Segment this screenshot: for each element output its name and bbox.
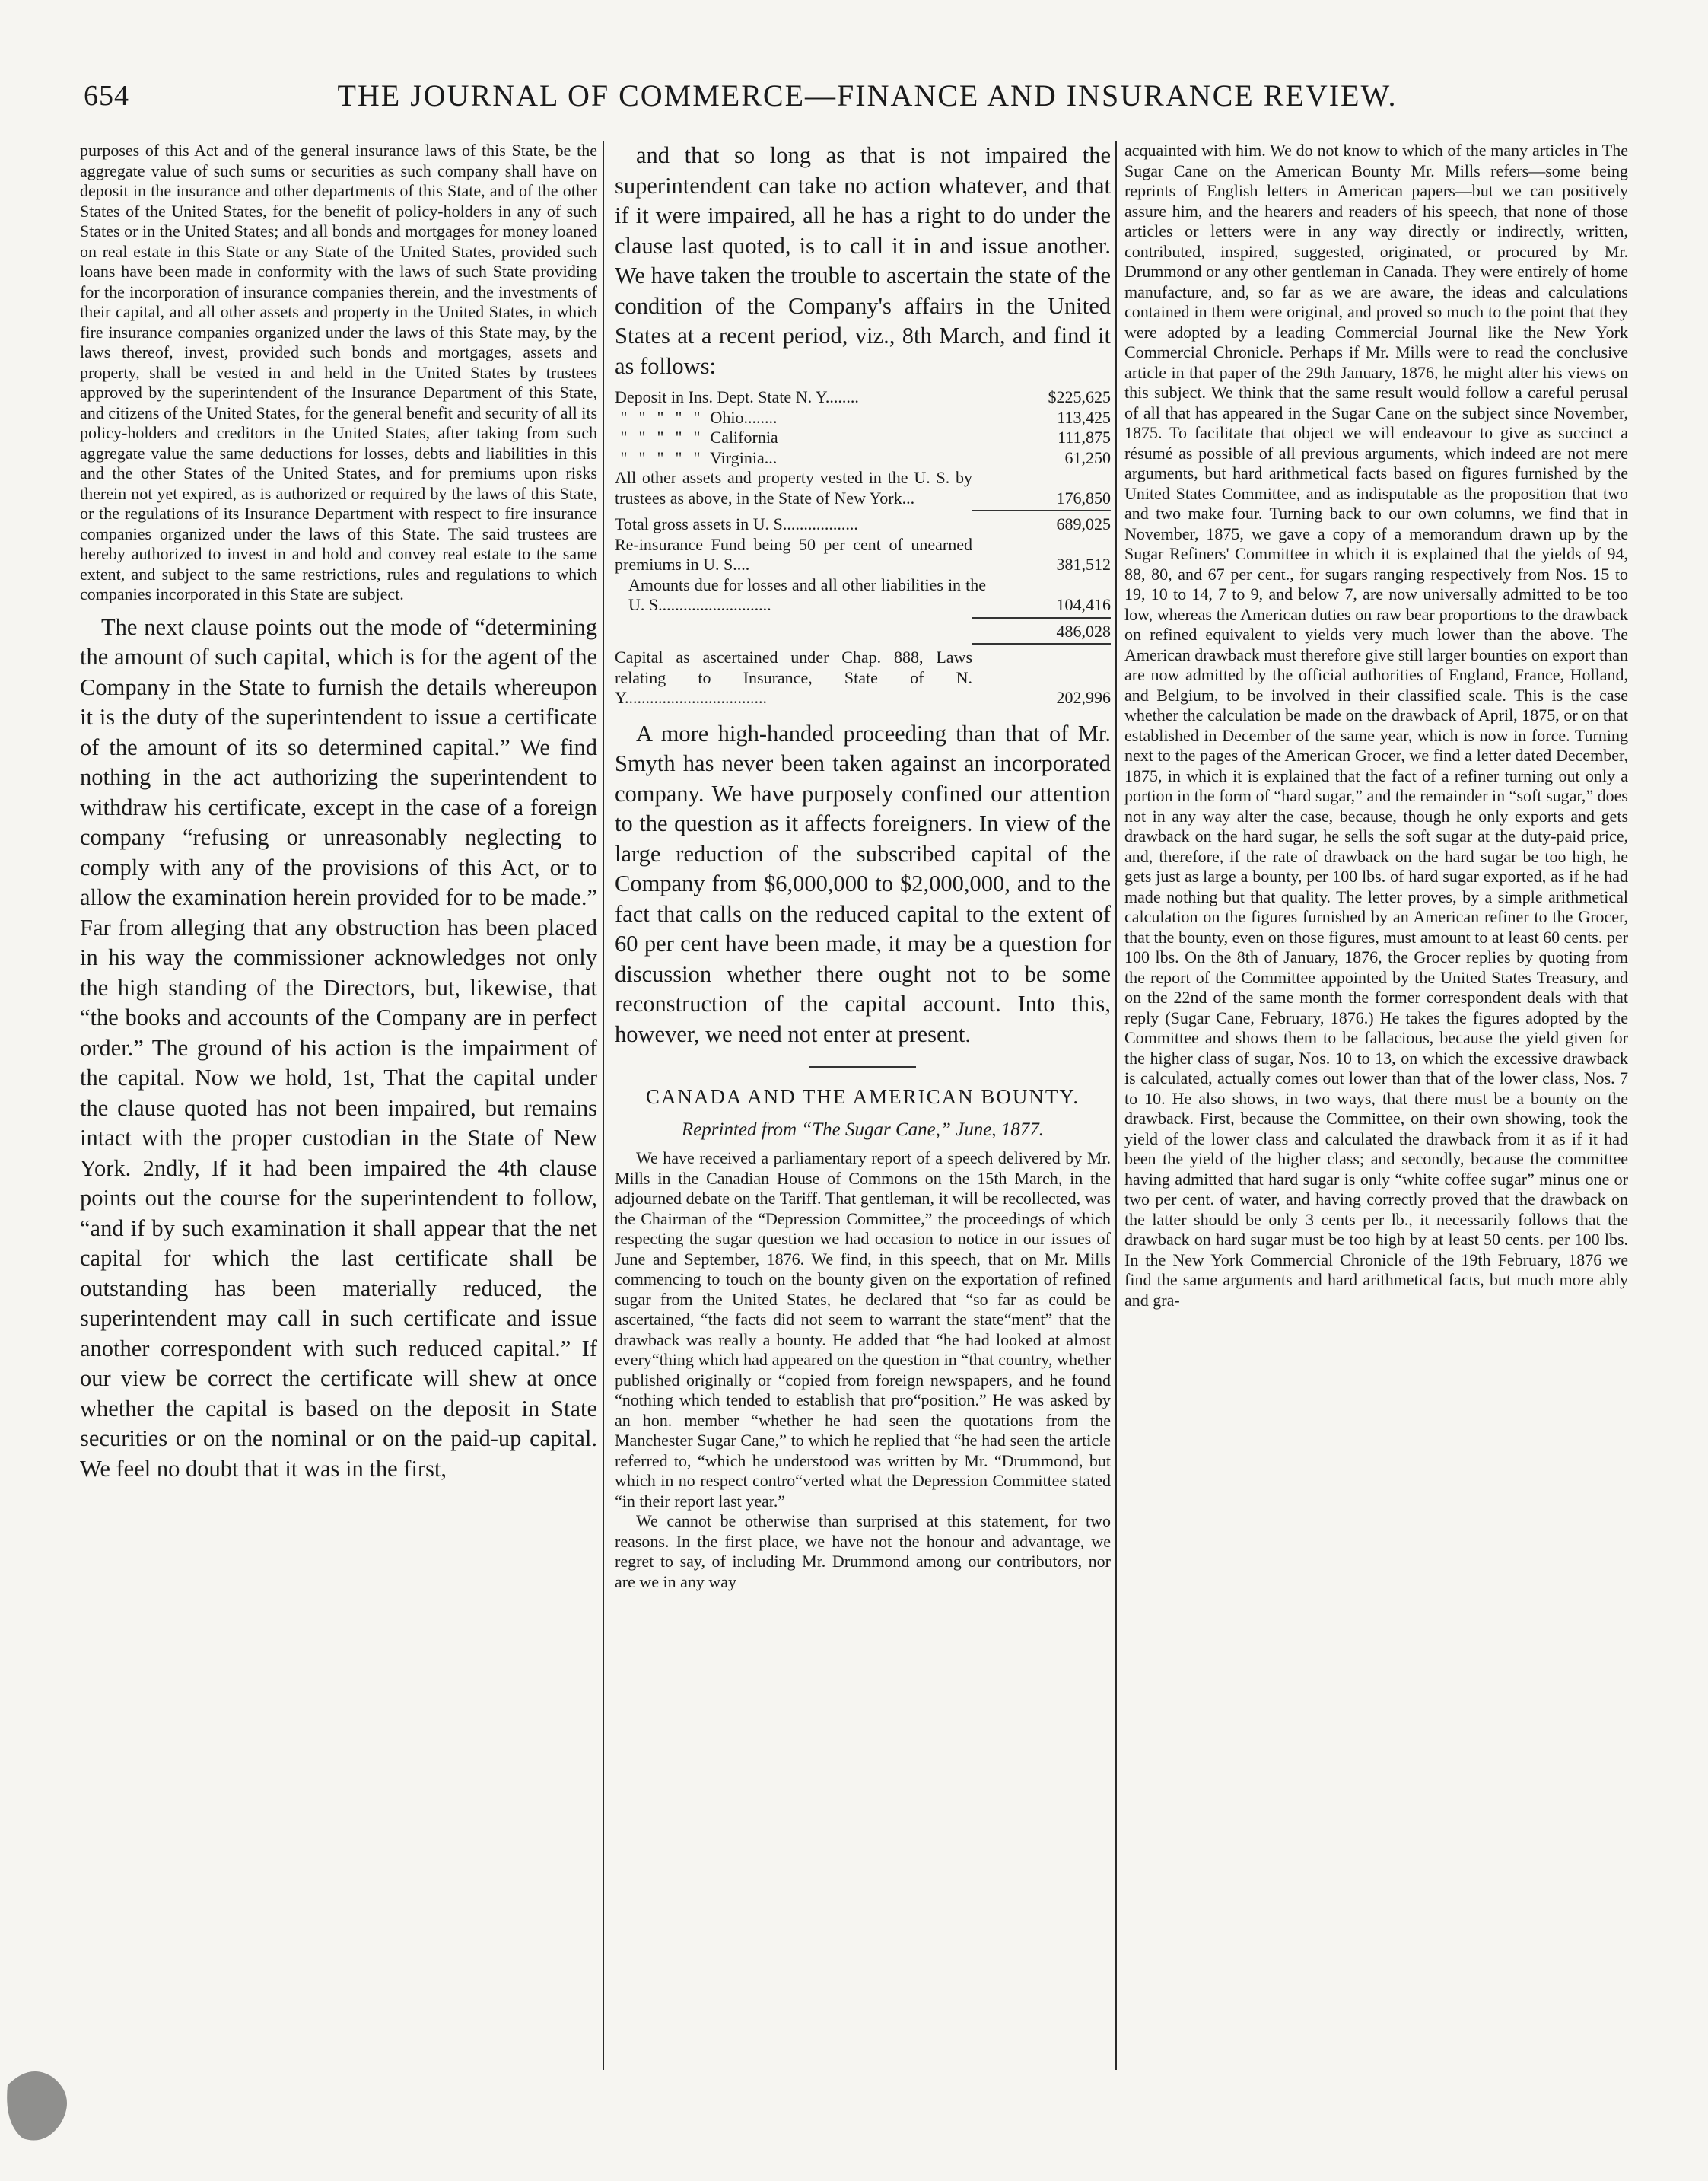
assets-ledger	[615, 387, 1111, 708]
ditto-mark: "	[620, 407, 628, 427]
sum-rule	[972, 642, 1111, 645]
ditto-mark: "	[693, 428, 701, 447]
article-paragraph: and that so long as that is not impaired the superintendent can take no action whatever, and that if it were impaired, all he has a right to do under the clause last quoted, is to call it in and issue another. We have taken the trouble to ascertain the state of the condition of the Company's affairs in the United States at a recent period, viz., 8th March, and find it as follows:	[615, 142, 1111, 379]
running-head: THE JOURNAL OF COMMERCE—FINANCE AND INSURANCE REVIEW.	[337, 78, 1398, 113]
statute-quote: purposes of this Act and of the general insurance laws of this State, be the aggregate value of such sums or securities as such company shall have on deposit in the insurance and other departments of this State, and of the other States of the United States, for the benefit of policy-holders in any of such States or in the United States; and all bonds and mortgages for money loaned on real estate in this State or any State of the United States, provided such loans have been made in conformity with the laws of such State providing for the incorporation of insurance companies therein, and the investments of their capital, and all other assets and property in the United States, in which fire insurance companies organized under the laws of this State may, by the laws thereof, invest, provided such bonds and mortgages, assets and property, shall be vested in and held in the United States by trustees approved by the superintendent of the Insurance Department of this State, and citizens of the United States, for the general benefit and security of all its policy-holders and creditors in the United States, after taking from such aggregate value the same deductions for losses, debts and liabilities in this and the other States of the United States, and for premiums upon risks therein not yet expired, as is authorized or required by the laws of this State, or the regulations of its Insurance Department with respect to fire insurance companies organized under the laws of this State. The said trustees are hereby authorized to invest in and hold and convey real estate to the same extent, and subject to the same restrictions, rules and regulations to which companies incorporated in this State are subject.	[80, 141, 597, 603]
sum-rule	[972, 616, 1111, 619]
page-header	[84, 76, 1651, 122]
ledger-amount: 689,025	[1056, 514, 1111, 533]
section-heading: CANADA AND THE AMERICAN BOUNTY.	[645, 1085, 1080, 1108]
ditto-mark: "	[693, 447, 701, 467]
ledger-amount: 113,425	[1057, 407, 1111, 427]
ditto-mark: "	[675, 407, 682, 427]
ditto-mark: "	[657, 428, 664, 447]
ditto-mark: "	[638, 407, 646, 427]
ledger-label: All other assets and property vested in the U. S. by trustees as above, in the State of New York...	[615, 468, 972, 508]
ditto-mark: "	[620, 447, 628, 467]
ledger-label: Ohio........	[710, 407, 778, 427]
column-1	[80, 141, 597, 1484]
ledger-amount: 202,996	[1056, 688, 1111, 707]
sum-rule	[972, 508, 1111, 511]
page-number: 654	[84, 80, 129, 112]
ledger-row	[615, 448, 1111, 469]
section-divider	[809, 1066, 916, 1068]
ledger-label: Deposit in Ins. Dept. State N. Y........	[615, 387, 859, 406]
ledger-row	[615, 622, 1111, 642]
article-paragraph: A more high-handed proceeding than that of Mr. Smyth has never been taken against an incorporated company. We have purposely confined our attention to the question as it affects foreigners. In view of the large reduction of the subscribed capital of the Company from $6,000,000 to $2,000,000, and to the fact that calls on the reduced capital to the extent of 60 per cent have been made, it may be a question for discussion whether there ought not to be some reconstruction of the capital account. Into this, however, we need not enter at present.	[615, 720, 1111, 1047]
ditto-mark: "	[638, 447, 646, 467]
ditto-mark: "	[675, 428, 682, 447]
column-rule	[1115, 141, 1117, 2070]
ledger-row	[615, 428, 1111, 448]
ledger-amount: 176,850	[1056, 488, 1111, 508]
column-rule	[603, 141, 604, 2070]
ledger-row	[615, 535, 1111, 575]
ditto-mark: "	[657, 447, 664, 467]
ledger-label: Re-insurance Fund being 50 per cent of unearned premiums in U. S....	[615, 534, 972, 574]
ledger-amount: 61,250	[1064, 447, 1111, 467]
reprint-note: Reprinted from “The Sugar Cane,” June, 1877.	[681, 1119, 1045, 1140]
ditto-mark: "	[657, 407, 664, 427]
ledger-row	[615, 648, 1111, 708]
ledger-label: Total gross assets in U. S..................	[615, 514, 858, 533]
ditto-mark: "	[675, 447, 682, 467]
ledger-row	[615, 468, 1111, 508]
article-paragraph: We have received a parliamentary report of a speech delivered by Mr. Mills in the Canadian House of Commons on the 15th March, in the adjourned debate on the Tariff. That gentleman, it will be recollected, was the Chairman of the “Depression Committee,” the proceedings of which respecting the sugar question we had occasion to notice in our issues of June and September, 1876. We find, in this speech, that on Mr. Mills commencing to touch on the bounty given on the exportation of refined sugar from the United States, he declared that “so far as could be ascertained, “the facts did not seem to warrant the state“ment” that the drawback was really a bounty. He added that “he had looked at almost every“thing which had appeared on the question in “that country, whether published originally or “copied from foreign newspapers, and he found “nothing which tended to establish that pro“position.” He was asked by an hon. member “whether he had seen the quotations from the Manchester Sugar Cane,” to which he replied that “he had seen the article referred to, “which he understood was written by Mr. “Drummond, but which in no respect contro“verted what the Depression Committee stated “in their report last year.”	[615, 1148, 1111, 1511]
ledger-row	[615, 514, 1111, 535]
ledger-label: Capital as ascertained under Chap. 888, Laws relating to Insurance, State of N. Y..................................	[615, 648, 972, 707]
ledger-amount: 381,512	[1056, 555, 1111, 574]
ditto-mark: "	[693, 407, 701, 427]
ledger-label: Virginia...	[710, 447, 778, 467]
ledger-amount: 111,875	[1058, 428, 1111, 447]
paper-tear-mark	[0, 2055, 107, 2181]
ditto-mark: "	[638, 428, 646, 447]
ledger-row	[615, 408, 1111, 428]
ledger-row	[615, 387, 1111, 408]
article-paragraph: We cannot be otherwise than surprised at this statement, for two reasons. In the first place, we have not the honour and advantage, we regret to say, of including Mr. Drummond among our contributors, nor are we in any way	[615, 1511, 1111, 1591]
ledger-label: Amounts due for losses and all other liabilities in the U. S...........................	[628, 575, 986, 614]
ledger-amount: 104,416	[1056, 595, 1111, 614]
ditto-mark: "	[620, 428, 628, 447]
article-paragraph: acquainted with him. We do not know to which of the many articles in The Sugar Cane on the American Bounty Mr. Mills refers—some being reprints of English letters in American papers—but we can positively assure him, and the hearers and readers of his speech, that none of those articles or letters were in any way directly or indirectly, written, contributed, inspired, suggested, originated, or procured by Mr. Drummond or any other gentleman in Canada. They were entirely of home manufacture, and, so far as we are aware, the ideas and calculations contained in them were original, and proved so much to the point that they were adopted by a leading Commercial Journal like the New York Commercial Chronicle. Perhaps if Mr. Mills were to read the conclusive article in that paper of the 29th January, 1876, he might alter his views on this subject. We think that the same result would follow a careful perusal of all that has appeared in the Sugar Cane on the subject since November, 1875. To facilitate that object we will endeavour to give as succinct a résumé as possible of all previous arguments, which indeed are not mere arguments, but hard arithmetical facts based on figures furnished by the United States Committee, and as indisputable as the proposition that two and two make four. Turning back to our own columns, we find that in November, 1875, we gave a copy of a memorandum drawn up by the Sugar Refiners' Committee in which it is explained that the yields of 94, 88, 80, and 67 per cent., for sugars ranging respectively from Nos. 15 to 19, 10 to 14, 7 to 9, and below 7, are now universally admitted to be too low, whereas the American duties on raw bear proportions to the drawback on refined equivalent to yields very much lower than the above. The American drawback must therefore give still larger bounties on export than are now admitted by the official authorities of England, France, Holland, and Belgium, to be involved in their classified scale. This is the case whether the calculation be made on the drawback of April, 1875, or on that established in December of the same year, which is now in force. Turning next to the pages of the American Grocer, we find a letter dated December, 1875, in which it is explained that the fact of a refiner turning out only a portion in the form of “hard sugar,” and the remainder in “soft sugar,” does not in any way alter the case, because, though he only exports and gets drawback on the hard sugar, he sells the soft sugar at the duty-paid price, and, therefore, if the rate of drawback on the hard sugar be too high, he gets just as large a bounty, per 100 lbs. of hard sugar exported, as if he had made nothing but that quality. The letter proves, by a simple arithmetical calculation on the figures furnished by an American refiner to the Grocer, that the bounty, even on those figures, must amount to at least 60 cents. per 100 lbs. On the 8th of January, 1876, the Grocer replies by quoting from the report of the Committee appointed by the United States Treasury, and on the 22nd of the same month the former correspondent deals with that reply (Sugar Cane, February, 1876.) He takes the figures adopted by the Committee and shows them to be fallacious, because the yield given for the higher class of sugar, Nos. 10 to 13, on which the excessive drawback is calculated, actually comes out lower than that of the lower class, Nos. 7 to 10. He also shows, in two ways, that there must be a bounty on the drawback. First, because the Committee, on their own showing, took the yield of the lower class and calculated the drawback from it as if it had been the yield of the higher class; and secondly, because the committee having admitted that hard sugar is only “white coffee sugar” minus one or two per cent. of water, and having correctly proved that the drawback on the latter should be only 3 cents per lb., it necessarily follows that the drawback on hard sugar must be too high by at least 50 cents. per 100 lbs. In the New York Commercial Chronicle of the 19th February, 1876 we find the same arguments and hard arithmetical facts, but much more ably and gra-	[1124, 141, 1628, 1310]
column-3	[1124, 141, 1628, 1310]
ledger-amount: $225,625	[1048, 387, 1111, 406]
ledger-label: California	[710, 428, 778, 447]
ledger-row	[615, 575, 1111, 616]
column-2	[615, 141, 1111, 1592]
ledger-amount: 486,028	[1056, 621, 1111, 641]
article-paragraph: The next clause points out the mode of “determining the amount of such capital, which is for the agent of the Company in the State to furnish the details whereupon it is the duty of the superintendent to issue a certificate of the amount of its so determined capital.” We find nothing in the act authorizing the superintendent to withdraw his certificate, except in the case of a foreign company “refusing or unreasonably neglecting to comply with any of the provisions of this Act, or to allow the examination herein provided for to be made.” Far from alleging that any obstruction has been placed in his way the commissioner acknowledges not only the high standing of the Directors, but, likewise, that “the books and accounts of the Company are in perfect order.” The ground of his action is the impairment of the capital. Now we hold, 1st, That the capital under the clause quoted has not been impaired, but remains intact with the proper custodian in the State of New York. 2ndly, If it had been impaired the 4th clause points out the course for the superintendent to follow, “and if by such examination it shall appear that the net capital for which the last certificate shall be outstanding has been materially reduced, the superintendent may call in such certificate and issue another correspondent with such reduced capital.” If our view be correct the certificate will shew at once whether the capital is based on the deposit in State securities or on the nominal or on the paid-up capital. We feel no doubt that it was in the first,	[80, 613, 597, 1482]
